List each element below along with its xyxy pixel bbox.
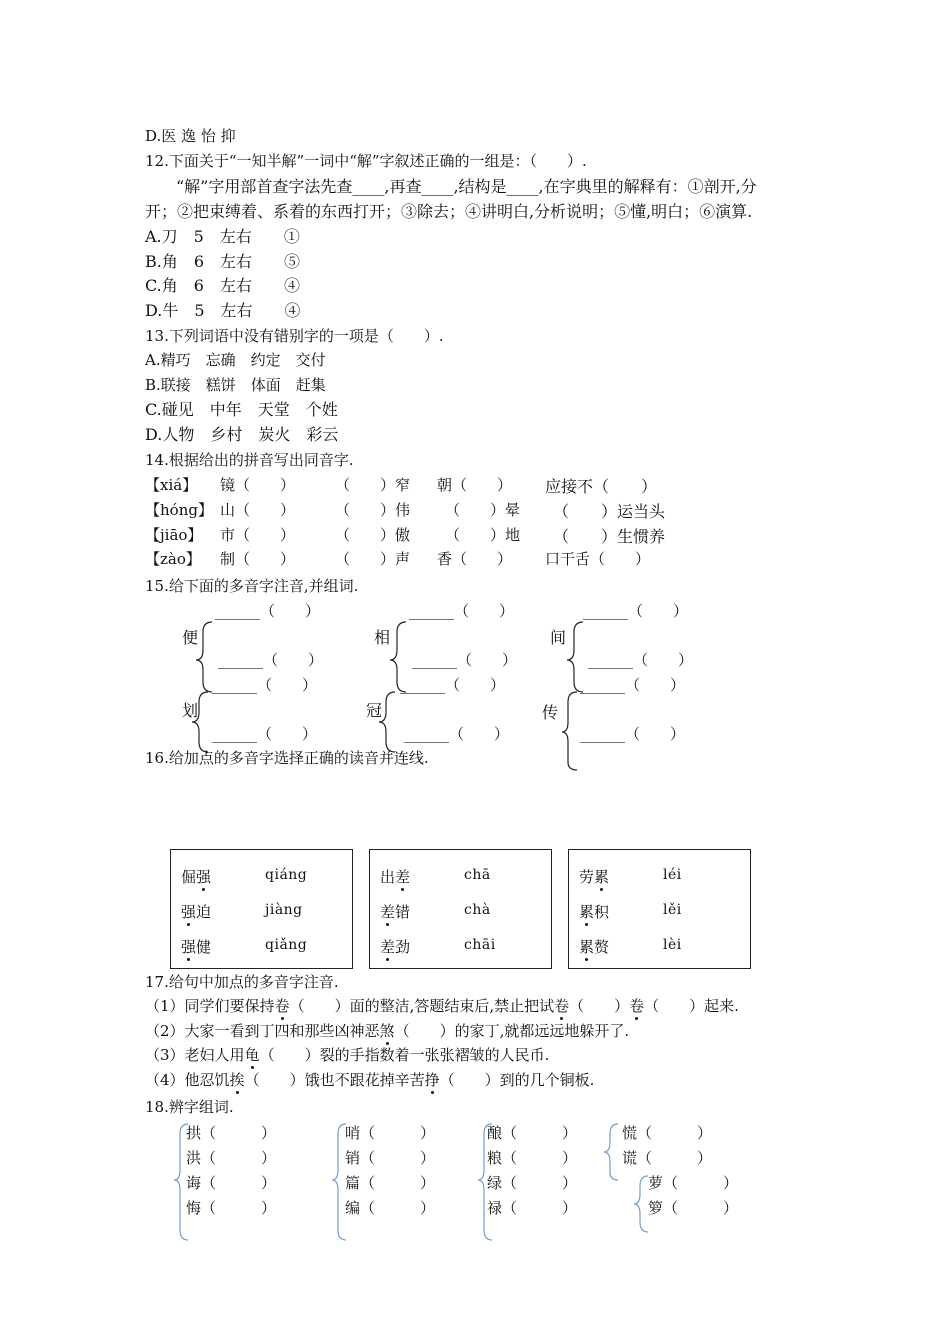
q14-cell: 香（ ） bbox=[437, 550, 513, 568]
q16-word: 差错 bbox=[380, 903, 411, 921]
q15-blank[interactable]: ______（ ） bbox=[404, 725, 510, 743]
q16-pinyin[interactable]: chà bbox=[464, 902, 491, 918]
q13-title: 13.下列词语中没有错别字的一项是（ ）. bbox=[145, 327, 444, 345]
q18-item: 绿（ ） bbox=[487, 1174, 578, 1192]
q18-item: 箩（ ） bbox=[648, 1199, 739, 1217]
q16-word: 倔强 bbox=[181, 868, 212, 886]
q15-char-bian: 便 bbox=[182, 628, 199, 647]
q12-option-a: A.刀 5 左右 ① bbox=[145, 227, 300, 246]
q14-cell: （ ）傲 bbox=[335, 526, 411, 544]
q18-item: 禄（ ） bbox=[487, 1199, 578, 1217]
q15-blank[interactable]: ______（ ） bbox=[580, 676, 686, 694]
q12-title: 12.下面关于“一知半解”一词中“解”字叙述正确的一组是：（ ）. bbox=[145, 152, 587, 170]
q13-option-d: D.人物 乡村 炭火 彩云 bbox=[145, 425, 339, 444]
q15-char-guan: 冠 bbox=[366, 701, 383, 720]
q15-blank[interactable]: ______（ ） bbox=[412, 651, 518, 669]
q11-option-d: D.医 逸 怡 抑 bbox=[145, 127, 236, 145]
q14-title: 14.根据给出的拼音写出同音字. bbox=[145, 451, 354, 469]
q14-cell: 山（ ） bbox=[220, 501, 296, 519]
q15-blank[interactable]: ______（ ） bbox=[215, 602, 321, 620]
q16-pinyin[interactable]: qiáng bbox=[265, 867, 308, 883]
q14-cell: 朝（ ） bbox=[437, 476, 513, 494]
q15-blank[interactable]: ______（ ） bbox=[409, 602, 515, 620]
q14-pinyin: 【jiāo】 bbox=[145, 526, 203, 544]
q15-blank[interactable]: ______（ ） bbox=[218, 651, 324, 669]
q15-char-chuan: 传 bbox=[542, 703, 559, 722]
q18-title: 18.辨字组词. bbox=[145, 1098, 234, 1116]
q17-sentence-2: （2）大家一看到丁四和那些凶神恶煞（ ）的家丁,就都远远地躲开了. bbox=[145, 1022, 630, 1040]
q15-char-hua: 划 bbox=[182, 701, 199, 720]
q16-box-qiang bbox=[170, 849, 353, 969]
q18-item: 慌（ ） bbox=[622, 1124, 713, 1142]
q16-pinyin[interactable]: chā bbox=[464, 867, 491, 883]
q14-cell: （ ）伟 bbox=[335, 501, 411, 519]
q17-sentence-4: （4）他忍饥挨（ ）饿也不跟花掉辛苦挣（ ）到的几个铜板. bbox=[145, 1071, 595, 1089]
q16-word: 出差 bbox=[380, 868, 411, 886]
q15-blank[interactable]: ______（ ） bbox=[580, 725, 686, 743]
q14-cell: （ ）运当头 bbox=[553, 502, 666, 521]
q14-cell: （ ）生惯养 bbox=[553, 527, 666, 546]
q15-char-xiang: 相 bbox=[374, 628, 391, 647]
q16-title: 16.给加点的多音字选择正确的读音并连线. bbox=[145, 749, 429, 767]
q14-pinyin: 【zào】 bbox=[145, 550, 201, 568]
q17-sentence-1: （1）同学们要保持卷（ ）面的整洁,答题结束后,禁止把试卷（ ）卷（ ）起来. bbox=[145, 997, 739, 1015]
q15-title: 15.给下面的多音字注音,并组词. bbox=[145, 577, 359, 595]
q13-option-c: C.碰见 中年 天堂 个姓 bbox=[145, 400, 338, 419]
q16-box-cha bbox=[369, 849, 552, 969]
q18-item: 销（ ） bbox=[345, 1149, 436, 1167]
q16-pinyin[interactable]: jiàng bbox=[265, 902, 303, 918]
q17-title: 17.给句中加点的多音字注音. bbox=[145, 973, 339, 991]
q18-item: 萝（ ） bbox=[648, 1174, 739, 1192]
q12-para-2: 开；②把束缚着、系着的东西打开；③除去；④讲明白,分析说明；⑤懂,明白；⑥演算. bbox=[145, 202, 753, 221]
q18-item: 酿（ ） bbox=[487, 1124, 578, 1142]
q16-pinyin[interactable]: lèi bbox=[663, 937, 682, 953]
q16-box-lei bbox=[568, 849, 751, 969]
q16-word: 劳累 bbox=[579, 868, 610, 886]
q14-cell: 制（ ） bbox=[220, 550, 296, 568]
q18-item: 谎（ ） bbox=[622, 1149, 713, 1167]
q14-cell: （ ）晕 bbox=[445, 501, 521, 519]
q12-option-d: D.牛 5 左右 ④ bbox=[145, 301, 301, 320]
q18-item: 篇（ ） bbox=[345, 1174, 436, 1192]
q16-pinyin[interactable]: lěi bbox=[663, 902, 682, 918]
q14-cell: 市（ ） bbox=[220, 526, 296, 544]
q16-pinyin[interactable]: chāi bbox=[464, 937, 496, 953]
q18-item: 哨（ ） bbox=[345, 1124, 436, 1142]
q15-blank[interactable]: ______（ ） bbox=[400, 676, 506, 694]
q12-option-c: C.角 6 左右 ④ bbox=[145, 276, 300, 295]
q15-blank[interactable]: ______（ ） bbox=[212, 725, 318, 743]
q18-item: 编（ ） bbox=[345, 1199, 436, 1217]
q18-item: 洪（ ） bbox=[186, 1149, 277, 1167]
q16-word: 累赘 bbox=[579, 938, 610, 956]
q16-word: 差劲 bbox=[380, 938, 411, 956]
q14-cell: （ ）窄 bbox=[335, 476, 411, 494]
q14-pinyin: 【hóng】 bbox=[145, 501, 213, 519]
q18-item: 粮（ ） bbox=[487, 1149, 578, 1167]
q18-item: 悔（ ） bbox=[186, 1199, 277, 1217]
q15-blank[interactable]: ______（ ） bbox=[588, 651, 694, 669]
q16-word: 累积 bbox=[579, 903, 610, 921]
q15-blank[interactable]: ______（ ） bbox=[583, 602, 689, 620]
q18-item: 诲（ ） bbox=[186, 1174, 277, 1192]
q12-option-b: B.角 6 左右 ⑤ bbox=[145, 252, 301, 271]
q16-pinyin[interactable]: léi bbox=[663, 867, 682, 883]
q14-cell: （ ）地 bbox=[445, 526, 521, 544]
q16-word: 强健 bbox=[181, 938, 212, 956]
q13-option-a: A.精巧 忘确 约定 交付 bbox=[145, 351, 326, 369]
q14-cell: （ ）声 bbox=[335, 550, 411, 568]
q14-cell: 口干舌（ ） bbox=[545, 550, 651, 568]
q15-char-jian: 间 bbox=[550, 628, 567, 647]
q16-word: 强迫 bbox=[181, 903, 212, 921]
q14-cell: 镜（ ） bbox=[220, 476, 296, 494]
q15-blank[interactable]: ______（ ） bbox=[212, 676, 318, 694]
q16-pinyin[interactable]: qiǎng bbox=[265, 937, 308, 953]
q12-para-1: “解”字用部首查字法先查____,再查____,结构是____,在字典里的解释有：①剖开,分 bbox=[176, 177, 757, 196]
q14-cell: 应接不（ ） bbox=[545, 477, 658, 496]
q17-sentence-3: （3）老妇人用龟（ ）裂的手指数着一张张褶皱的人民币. bbox=[145, 1046, 550, 1064]
q13-option-b: B.联接 糕饼 体面 赶集 bbox=[145, 376, 326, 394]
q14-pinyin: 【xiá】 bbox=[145, 476, 198, 494]
q18-item: 拱（ ） bbox=[186, 1124, 277, 1142]
